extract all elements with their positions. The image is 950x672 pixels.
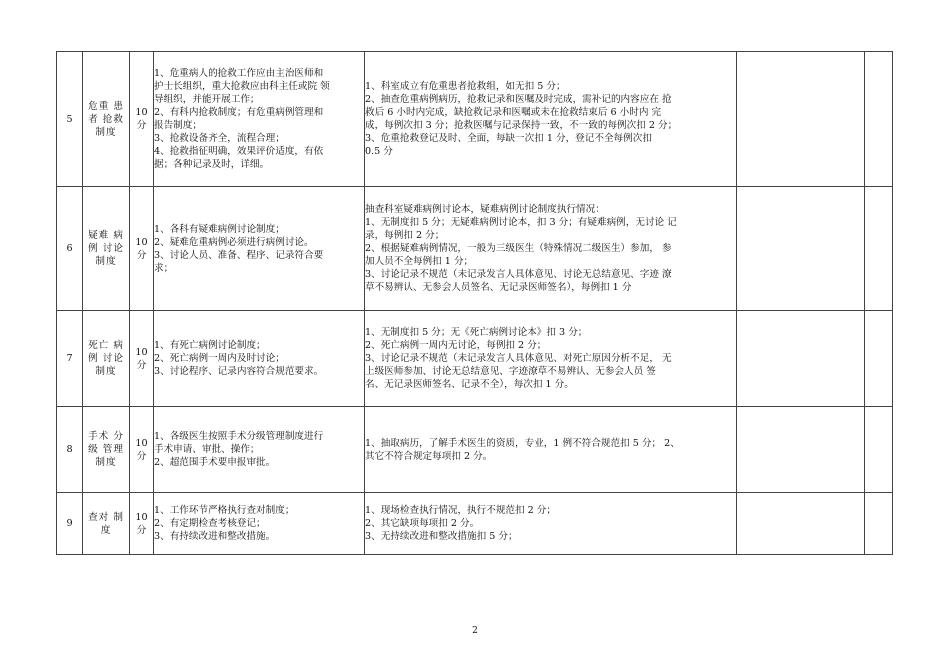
empty-remark-cell <box>865 407 893 493</box>
item-name-line: 制度 <box>95 126 117 138</box>
item-name-line: 手术 分 <box>88 431 124 442</box>
scoring-standard-line: 1、无制度扣 5 分；无疑难病例讨论本，扣 3 分；有疑难病例，无讨论 记 <box>365 217 677 228</box>
item-name-line: 制度 <box>95 457 117 468</box>
item-name-line: 例 讨论 <box>88 243 124 254</box>
item-name-line: 度 <box>100 524 112 536</box>
item-number: 8 <box>57 407 83 493</box>
requirement-line: 2、死亡病例一周内及时讨论； <box>154 353 285 364</box>
empty-remark-cell <box>865 187 893 311</box>
scoring-standard-cell <box>365 407 737 493</box>
item-name <box>83 493 130 555</box>
empty-score-cell <box>737 52 865 187</box>
requirement-line: 2、超范围手术要申报审批。 <box>154 457 276 468</box>
scoring-standard-line: 0.5 分 <box>365 146 393 157</box>
item-score <box>130 311 154 407</box>
table-row <box>57 407 893 493</box>
scoring-standard-line: 加人员不全每例扣 1 分； <box>365 256 474 267</box>
requirement-line: 导组织，并能开展工作； <box>154 94 260 105</box>
requirement-line: 据；各种记录及时，详细。 <box>154 159 270 170</box>
item-number: 6 <box>57 187 83 311</box>
table-row <box>57 187 893 311</box>
requirements-cell <box>154 52 365 187</box>
table-row <box>57 52 893 187</box>
requirement-line: 3、讨论人员、准备、程序、记录符合要 <box>154 249 324 261</box>
requirement-line: 报告制度； <box>154 120 202 131</box>
score-line: 分 <box>136 450 147 462</box>
score-line: 10 <box>135 346 148 358</box>
item-number: 5 <box>57 52 83 187</box>
requirement-line: 护士长组织，重大抢救应由科主任或院 领 <box>154 81 330 92</box>
score-line: 分 <box>136 120 147 131</box>
item-name-line: 死亡 病 <box>88 340 124 351</box>
scoring-standard-cell <box>365 311 737 407</box>
empty-remark-cell <box>865 493 893 555</box>
scoring-standard-line: 2、根据疑难病例情况，一般为三级医生（特殊情况二级医生）参加， 参 <box>365 243 672 254</box>
score-line: 10 <box>135 107 148 118</box>
scoring-standard-line: 3、讨论记录不规范（未记录发言人具体意见、讨论无总结意见、字迹 潦 <box>365 269 672 280</box>
item-name-line: 查对 制 <box>88 511 124 523</box>
table-row <box>57 493 893 555</box>
requirements-cell <box>154 187 365 311</box>
score-line: 分 <box>136 249 147 261</box>
item-name-line: 制度 <box>95 366 117 377</box>
scoring-standard-cell <box>365 187 737 311</box>
requirement-line: 1、工作环节严格执行查对制度； <box>154 505 295 516</box>
assessment-table <box>56 51 893 555</box>
requirement-line: 2、有定期检查考核登记； <box>154 518 266 529</box>
scoring-standard-line: 2、其它缺项每项扣 2 分。 <box>365 518 480 529</box>
table-row <box>57 311 893 407</box>
item-name <box>83 187 130 311</box>
item-name-line: 者 抢救 <box>88 113 124 125</box>
requirements-cell <box>154 407 365 493</box>
requirement-line: 2、疑难危重病例必须进行病例讨论。 <box>154 236 314 248</box>
scoring-standard-cell <box>365 52 737 187</box>
scoring-standard-line: 2、死亡病例一周内无讨论，每例扣 2 分； <box>365 340 547 351</box>
item-name-line: 制度 <box>95 256 117 267</box>
item-score <box>130 493 154 555</box>
scoring-standard-cell <box>365 493 737 555</box>
requirement-line: 1、各级医生按照手术分级管理制度进行 <box>154 431 324 442</box>
requirement-line: 3、抢救设备齐全，流程合理； <box>154 133 285 144</box>
empty-score-cell <box>737 187 865 311</box>
requirement-line: 1、危重病人的抢救工作应由主治医师和 <box>154 68 324 79</box>
scoring-standard-line: 3、危重抢救登记及时、全面，每缺一次扣 1 分，登记不全每例次扣 <box>365 133 652 144</box>
score-line: 10 <box>135 437 148 449</box>
scoring-standard-line: 1、现场检查执行情况，执行不规范扣 2 分； <box>365 505 556 516</box>
scoring-standard-line: 成，每例次扣 3 分；抢救医嘱与记录保持一致，不一致的每例次扣 2 分； <box>365 120 678 131</box>
item-number: 7 <box>57 311 83 407</box>
empty-score-cell <box>737 407 865 493</box>
scoring-standard-line: 救后 6 小时内完成，缺抢救记录和医嘱或未在抢救结束后 6 小时内 完 <box>365 107 662 118</box>
item-score <box>130 187 154 311</box>
item-name-line: 疑难 病 <box>88 230 124 241</box>
scoring-standard-line: 1、无制度扣 5 分；无《死亡病例讨论本》扣 3 分； <box>365 327 588 338</box>
item-name <box>83 407 130 493</box>
requirement-line: 1、各科有疑难病例讨论制度； <box>154 223 285 235</box>
score-line: 10 <box>135 236 148 248</box>
empty-remark-cell <box>865 311 893 407</box>
requirements-cell <box>154 311 365 407</box>
empty-score-cell <box>737 493 865 555</box>
item-score <box>130 407 154 493</box>
score-line: 分 <box>136 524 147 536</box>
item-number: 9 <box>57 493 83 555</box>
scoring-standard-line: 2、抽查危重病例病历，抢救记录和医嘱及时完成，需补记的内容应在 抢 <box>365 94 672 105</box>
requirement-line: 4、抢救指征明确，效果评价适度，有依 <box>154 146 324 157</box>
score-line: 分 <box>136 359 147 371</box>
requirement-line: 求； <box>154 262 174 274</box>
scoring-standard-line: 1、科室成立有危重患者抢救组，如无扣 5 分； <box>365 81 566 92</box>
item-name <box>83 52 130 187</box>
requirement-line: 2、有科内抢救制度；有危重病例管理和 <box>154 107 324 118</box>
requirement-line: 3、有持续改进和整改措施。 <box>154 531 276 542</box>
requirement-line: 1、有死亡病例讨论制度； <box>154 340 266 351</box>
item-name-line: 危重 患 <box>88 100 124 112</box>
scoring-standard-line: 抽查科室疑难病例讨论本，疑难病例讨论制度执行情况： <box>365 204 605 215</box>
scoring-standard-line: 草不易辨认、无参会人员签名、无记录医师签名），每例扣 1 分 <box>365 282 632 293</box>
item-name <box>83 311 130 407</box>
item-score <box>130 52 154 187</box>
item-name-line: 级 管理 <box>88 444 124 455</box>
page-number: 2 <box>472 626 478 636</box>
scoring-standard-line: 3、无持续改进和整改措施扣 5 分； <box>365 531 518 542</box>
scoring-standard-line: 3、讨论记录不规范（未记录发言人具体意见、对死亡原因分析不足， 无 <box>365 353 672 364</box>
scoring-standard-line: 其它不符合规定每项扣 2 分。 <box>365 450 493 462</box>
requirements-cell <box>154 493 365 555</box>
scoring-standard-line: 录，每例扣 2 分； <box>365 230 445 241</box>
scoring-standard-line: 1、抽取病历，了解手术医生的资质，专业，1 例不符合规范扣 5 分； 2、 <box>365 437 680 449</box>
item-name-line: 例 讨论 <box>88 353 124 364</box>
score-line: 10 <box>135 511 148 523</box>
empty-remark-cell <box>865 52 893 187</box>
requirement-line: 3、讨论程序、记录内容符合规范要求。 <box>154 366 324 377</box>
scoring-standard-line: 名、无记录医师签名、记录不全），每次扣 1 分。 <box>365 379 574 390</box>
empty-score-cell <box>737 311 865 407</box>
requirement-line: 手术申请、审批、操作； <box>154 444 260 455</box>
scoring-standard-line: 上级医师参加、讨论无总结意见、字迹潦草不易辨认、无参会人员 签 <box>365 366 656 377</box>
